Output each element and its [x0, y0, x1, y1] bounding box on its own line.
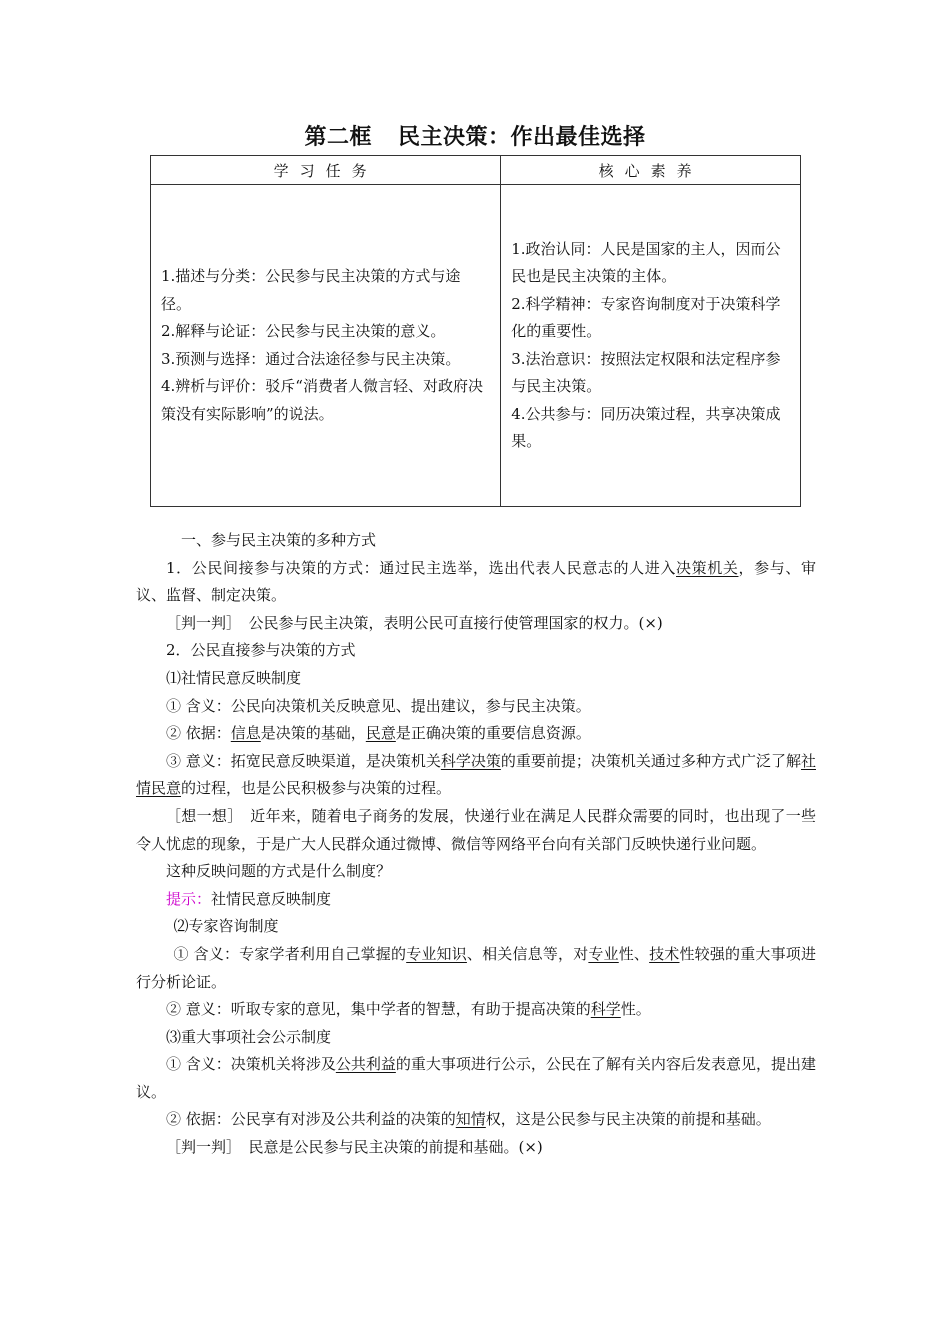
- paragraph-direct-participation: 2．公民直接参与决策的方式: [166, 641, 356, 660]
- list-item: ① 含义：公民向决策机关反映意见、提出建议，参与民主决策。: [166, 696, 591, 715]
- competency-item: 3.法治意识：按照法定权限和法定程序参与民主决策。: [511, 349, 781, 395]
- subheading: ⑴社情民意反映制度: [166, 668, 302, 687]
- underlined-term: 专业: [588, 944, 619, 963]
- competency-item: 4.公共参与：同历决策过程，共享决策成果。: [511, 404, 781, 450]
- task-item: 3.预测与选择：通过合法途径参与民主决策。: [161, 349, 461, 368]
- title-part-2: 民主决策：作出最佳选择: [398, 125, 646, 150]
- underlined-term: 科学: [590, 1000, 621, 1019]
- list-item: ③ 意义：拓宽民意反映渠道，是决策机关科学决策的重要前提；决策机关通过多种方式广泛了解社情民意的过程，也是公民积极参与决策的过程。: [136, 751, 816, 798]
- learning-tasks-cell: [151, 185, 501, 507]
- think-exercise: ［想一想］ 近年来，随着电子商务的发展，快递行业在满足人民群众需要的同时，也出现了一些令人忧虑的现象，于是广大人民群众通过微博、微信等网络平台向有关部门反映快递行业问题。: [136, 806, 816, 853]
- competency-item: 2.科学精神：专家咨询制度对于决策科学化的重要性。: [511, 294, 781, 340]
- page-title: [0, 120, 950, 151]
- task-item: 2.解释与论证：公民参与民主决策的意义。: [161, 322, 446, 340]
- underlined-term: 专业知识: [406, 944, 467, 963]
- list-item: ① 含义：决策机关将涉及公共利益的重大事项进行公示，公民在了解有关内容后发表意见，提出建议。: [136, 1055, 816, 1101]
- underlined-term: 决策机关: [676, 558, 739, 577]
- header-learning-tasks: 学习任务: [151, 156, 501, 185]
- subheading: ⑵专家咨询制度: [173, 917, 279, 936]
- question: 这种反映问题的方式是什么制度？: [166, 862, 392, 881]
- subheading: ⑶重大事项社会公示制度: [166, 1027, 332, 1046]
- task-item: 4.辨析与评价：驳斥“消费者人微言轻、对政府决策没有实际影响”的说法。: [161, 377, 483, 423]
- underlined-term: 科学决策: [440, 751, 501, 770]
- list-item: ② 意义：听取专家的意见，集中学者的智慧，有助于提高决策的科学性。: [166, 1000, 651, 1019]
- underlined-term: 公共利益: [335, 1055, 396, 1074]
- header-core-competencies: 核心素养: [501, 156, 801, 185]
- hint-label: 提示：: [166, 889, 212, 908]
- underlined-term: 信息: [230, 724, 261, 743]
- section-heading: 一、参与民主决策的多种方式: [181, 531, 377, 549]
- underlined-term: 技术: [649, 944, 680, 963]
- competency-item: 1.政治认同：人民是国家的主人，因而公民也是民主决策的主体。: [511, 239, 781, 285]
- paragraph-indirect-participation: 1．公民间接参与决策的方式：通过民主选举，选出代表人民意志的人进入决策机关，参与、审议、监督、制定决策。: [136, 558, 816, 605]
- judge-exercise: ［判一判］ 公民参与民主决策，表明公民可直接行使管理国家的权力。(×): [166, 613, 663, 632]
- hint: 提示：社情民意反映制度: [166, 889, 332, 908]
- title-part-1: 第二框: [304, 125, 372, 150]
- list-item: ② 依据：公民享有对涉及公共利益的决策的知情权，这是公民参与民主决策的前提和基础。: [166, 1110, 771, 1129]
- core-competencies-cell: [501, 185, 801, 507]
- underlined-term: 民意: [365, 724, 396, 743]
- task-item: 1.描述与分类：公民参与民主决策的方式与途径。: [161, 267, 461, 313]
- list-item: ① 含义：专家学者利用自己掌握的专业知识、相关信息等，对专业性、技术性较强的重大事项进行分析论证。: [136, 944, 816, 991]
- underlined-term: 知情: [455, 1110, 486, 1129]
- learning-goals-table: [150, 155, 801, 507]
- underlined-term: 社情民意: [136, 751, 816, 798]
- lesson-body: [136, 527, 816, 1162]
- list-item: ② 依据：信息是决策的基础，民意是正确决策的重要信息资源。: [166, 724, 591, 743]
- judge-exercise: ［判一判］ 民意是公民参与民主决策的前提和基础。(×): [166, 1138, 543, 1157]
